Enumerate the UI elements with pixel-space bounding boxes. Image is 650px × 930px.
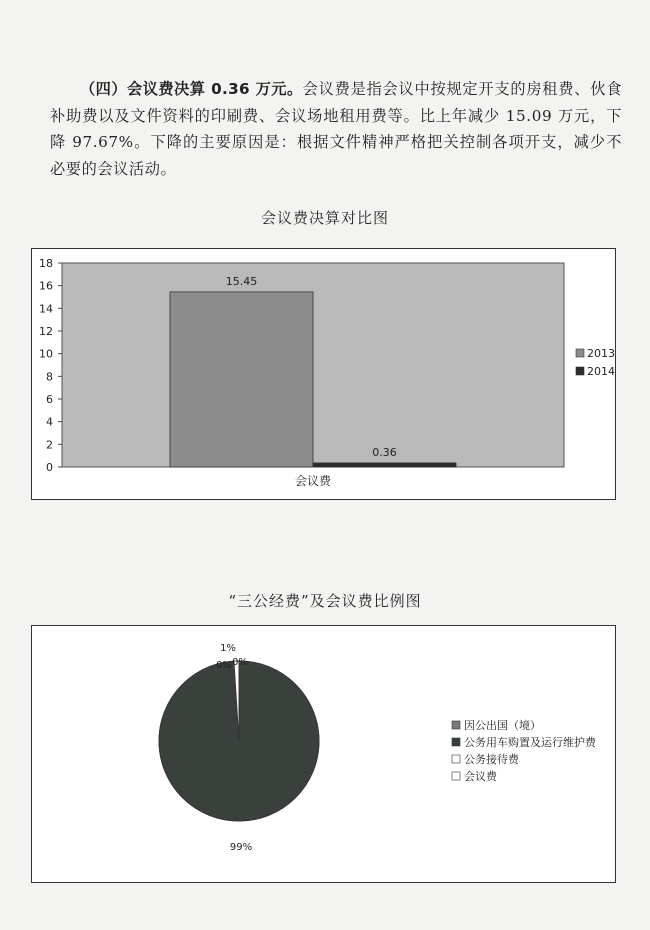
data-label-2013: 15.45	[225, 274, 258, 288]
legend-swatch-1	[452, 738, 460, 746]
legend-swatch-2013	[576, 349, 584, 357]
y-tick-label: 16	[39, 279, 53, 293]
y-tick-label: 0	[46, 461, 53, 474]
pie-chart	[32, 626, 615, 882]
y-tick-label: 8	[46, 370, 53, 384]
y-tick-label: 10	[39, 347, 53, 361]
y-tick-label: 18	[39, 257, 53, 270]
y-tick-label: 14	[39, 302, 53, 316]
legend-swatch-2014	[576, 367, 584, 375]
legend-label-2013: 2013	[587, 347, 615, 360]
y-tick-label: 4	[46, 415, 53, 429]
bar-2014	[313, 463, 456, 467]
legend-label-1: 公务用车购置及运行维护费	[464, 736, 596, 749]
bar-chart	[32, 249, 615, 499]
bar-chart-frame	[31, 248, 616, 500]
bar-2013	[170, 292, 313, 467]
legend-swatch-0	[452, 721, 460, 729]
pie-chart-frame	[31, 625, 616, 883]
legend-label-0: 因公出国（境）	[464, 719, 541, 732]
pie-label-3: 0%	[232, 657, 248, 668]
bar-chart-title: 会议费决算对比图	[260, 209, 389, 227]
data-label-2014: 0.36	[372, 445, 397, 459]
legend-label-3: 会议费	[464, 770, 497, 783]
legend-label-2014: 2014	[587, 365, 615, 378]
paragraph-lead: （四）会议费决算 0.36 万元。	[80, 80, 303, 98]
legend-label-2: 公务接待费	[464, 753, 519, 766]
pie-label-1: 99%	[229, 842, 253, 853]
meeting-fee-paragraph	[50, 76, 622, 182]
y-tick-label: 12	[39, 325, 53, 338]
y-tick-label: 2	[46, 438, 53, 452]
pie-chart-title: “三公经费”及会议费比例图	[228, 592, 422, 610]
legend-swatch-3	[452, 772, 460, 780]
y-tick-label: 6	[46, 393, 53, 406]
legend-swatch-2	[452, 755, 460, 763]
pie-label-2: 1%	[220, 643, 236, 654]
x-category-label: 会议费	[294, 474, 332, 488]
pie-label-0: 0%	[216, 660, 232, 671]
paragraph-body: 会议费是指会议中按规定开支的房租费、伙食补助费以及文件资料的印刷费、会议场地租用费等。比上年减少 15.09 万元，下降 97.67%。下降的主要原因是：根据文件精神严格把关控制各项开支，减少不必要的会议活动。	[50, 80, 623, 178]
